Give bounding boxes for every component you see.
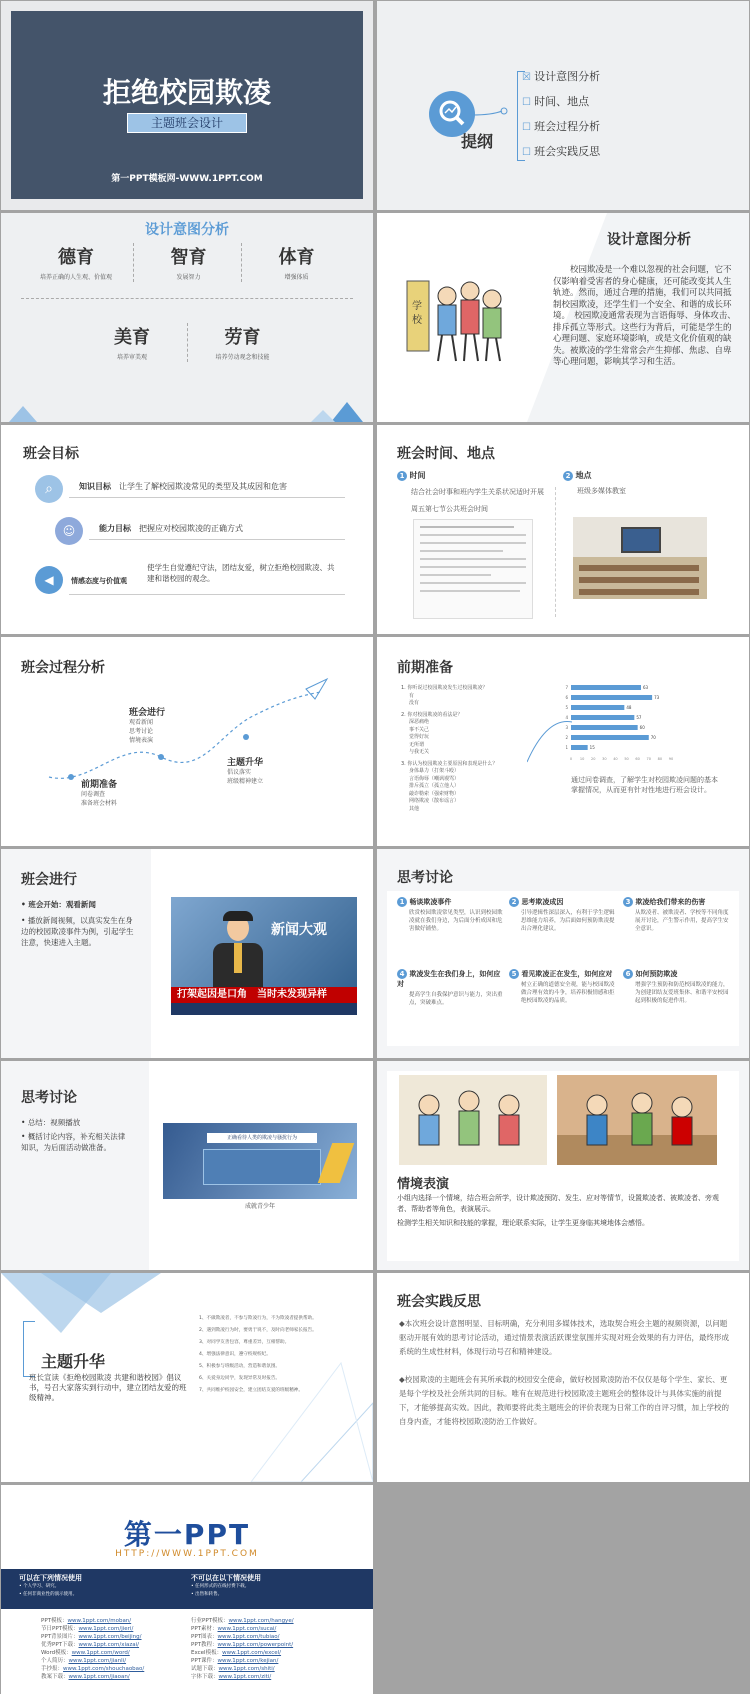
- decor-triangles: [1, 392, 373, 422]
- slide-preparation[interactable]: 前期准备 1. 你听说过校园欺凌发生过校园欺凌？ 有 没有 2. 你对校园欺凌的看法是？ 深恶痛绝 事不关己 觉得好玩 无所谓 与我无关 3. 你认为校园欺凌主要原因和表现是什么？ 身体暴力（打架斗殴） 言语侮辱（嘲讽谩骂） 排斥孤立（孤立他人） 敲诈勒索（强索财物） 网络欺凌（散布谣言） 其他 1 15 2 70 3 60 4 57 5 48 6 73 7 63 0 10 20 30 40 50 60 70 80 90 通过问卷调查，了解学生对校园欺凌问题的基本掌握情况，从而更有针对性地进行班会设计。: [377, 637, 749, 846]
- intent-cell: 劳育 培养劳动观念和技能: [187, 323, 297, 362]
- discussion-item: 4 欺凌发生在我们身上，如何应对 提高学生自我保护意识与能力，突出重点，突破难点。: [397, 970, 503, 1006]
- link-item[interactable]: PPT素材：www.1ppt.com/sucai/: [191, 1626, 277, 1632]
- bar-value-label: 15: [589, 745, 595, 750]
- cover-title: 拒绝校园欺凌: [102, 76, 271, 109]
- slide-design-intent-detail[interactable]: [377, 213, 749, 422]
- bar-category-label: 3: [565, 725, 568, 730]
- bar: [571, 725, 638, 730]
- links-left: [41, 1617, 144, 1681]
- slide-discussion[interactable]: [377, 849, 749, 1058]
- link-item[interactable]: 字体下载：www.1ppt.com/ziti/: [191, 1674, 272, 1680]
- outline-list: [522, 68, 600, 168]
- bar: [571, 705, 624, 710]
- goal-row: ◀ 情感态度与价值观 使学生自觉遵纪守法，团结友爱，树立拒绝校园欺凌、共建和谐校园的观念。: [35, 560, 345, 600]
- svg-text:学: 学: [412, 301, 422, 312]
- cover-subtitle: 主题班会设计: [127, 113, 247, 133]
- slide-title: 班会目标: [23, 446, 79, 462]
- bar: [571, 685, 641, 690]
- bar-category-label: 2: [565, 735, 568, 740]
- discussion-panel: [387, 891, 739, 1046]
- document-thumbnail: [413, 519, 533, 619]
- bar-category-label: 5: [565, 705, 568, 710]
- link-item[interactable]: 节日PPT模板：www.1ppt.com/jieri/: [41, 1626, 134, 1632]
- news-video[interactable]: 新闻大观 打架起因是口角 当时未发现异样: [171, 897, 357, 1015]
- stage: 前期准备 问卷调查 准备班会材料: [81, 780, 118, 807]
- questionnaire: 1. 你听说过校园欺凌发生过校园欺凌？ 有 没有 2. 你对校园欺凌的看法是？ 深恶痛绝 事不关己 觉得好玩 无所谓 与我无关 3. 你认为校园欺凌主要原因和表现是什么？ 身体暴力（打架斗殴） 言语侮辱（嘲讽谩骂） 排斥孤立（孤立他人） 敲诈勒索（强索财物） 网络欺凌（散布谣言） 其他: [401, 685, 498, 812]
- bar-category-label: 7: [565, 685, 568, 690]
- intent-cell: 美育 培养审美观: [114, 327, 150, 361]
- list-icon: ☐: [522, 97, 535, 108]
- video-frame[interactable]: [163, 1123, 357, 1199]
- link-item[interactable]: PPT背景图片：www.1ppt.com/beijing/: [41, 1634, 142, 1640]
- outline-label: 提纲: [461, 132, 494, 151]
- number-badge: 1: [397, 471, 407, 481]
- outline-connector: [472, 101, 512, 121]
- axis-tick-label: 30: [602, 757, 607, 761]
- link-item[interactable]: 试题下载：www.1ppt.com/shiti/: [191, 1666, 275, 1672]
- link-item[interactable]: 手抄报：www.1ppt.com/shouchaobao/: [41, 1666, 145, 1672]
- slide-process[interactable]: [1, 637, 373, 846]
- bar-category-label: 4: [565, 715, 568, 720]
- list-icon: ☒: [522, 72, 535, 83]
- link-item[interactable]: 优秀PPT下载：www.1ppt.com/xiazai/: [41, 1642, 140, 1648]
- slide-reflection[interactable]: 班会实践反思 ◆本次班会设计意图明显、目标明确，充分利用多媒体技术，选取契合班会主题的视频资源，以问题驱动开展有效的思考讨论活动，通过情景表演活跃课堂氛围并实现对班会效果的有力评估，最终形成系统的生成性材料，体现行动号召和精神建设。 ◆校园欺凌的主题班会有其所承载的校园安全使命，做好校园欺凌防治不仅仅是每个学生、家长、更是每个学校及社会所共同的目标。唯有在规范进行校园欺凌主题班会的整体设计与具体实施的前提下，才能够提高实效。因此，教师要将此类主题班会的评价表现为日常工作的自评习惯，加上学校的自身内查，才能将校园欺凌防治工作做好。: [377, 1273, 749, 1482]
- news-logo: 新闻大观: [271, 922, 327, 938]
- intent-cell: 德育 培养正确的人生观、价值观: [39, 247, 112, 281]
- bullying-illustration: [402, 261, 512, 371]
- intent-body: 校园欺凌是一个难以忽视的社会问题，它不仅影响着受害者的身心健康，还可能改变其人生轨迹。然而，通过合理的措施，我们可以共同抵制校园欺凌，还学生们一个安全、和谐的成长环境。 校园欺凌通常表现为言语侮辱、身体攻击、排斥孤立等形式。这些行为背后，可能是学生的心理问题、家庭环境影响，或是文化价值观的缺失。被欺凌的学生常常会产生抑郁、焦虑、自卑等心理问题，影响其学习和生活。: [553, 265, 736, 367]
- slide-title: 设计意图分析: [145, 222, 229, 238]
- outline-item[interactable]: ☐ 时间、地点: [522, 95, 590, 108]
- slide-title: 情境表演: [397, 1177, 450, 1192]
- cartoon-image: [557, 1075, 717, 1165]
- link-item[interactable]: PPT教程：www.1ppt.com/powerpoint/: [191, 1642, 294, 1648]
- link-item[interactable]: 教案下载：www.1ppt.com/jiaoan/: [41, 1674, 130, 1680]
- discussion-item: 2 思考欺凌成因 引导逻辑性深层深入，有利于学生逻辑思维能力培养，为后面如何预防欺凌提出合理化建议。: [509, 897, 617, 933]
- slide-design-intent[interactable]: [1, 213, 373, 422]
- survey-bar-chart: [559, 681, 679, 771]
- axis-tick-label: 50: [624, 757, 629, 761]
- axis-tick-label: 60: [635, 757, 640, 761]
- bar: [571, 695, 652, 700]
- axis-tick-label: 10: [579, 757, 585, 761]
- bar-value-label: 70: [650, 735, 656, 740]
- cover-panel: [11, 11, 363, 199]
- bar-category-label: 1: [565, 745, 568, 750]
- slide-time-place[interactable]: 班会时间、地点 1 时间 结合社会时事和班内学生关系状况适时开展 周五第七节公共班会时间 2 地点 班级多媒体教室: [377, 425, 749, 634]
- link-item[interactable]: PPT模板：www.1ppt.com/moban/: [41, 1618, 132, 1624]
- proposal-list: 1、不做欺凌者，不参与欺凌行为，不为欺凌者提供帮助。 2、遇到欺凌行为时，要勇于说不，及时向老师家长报告。 3、对同学友善包容，尊重差异，互相帮助。 4、增强法律意识，遵守校规校纪。 5、积极参与班级活动，营造和谐氛围。 6、关爱身边同学，发现异常及时报告。 7、共同维护校园安全，建立团结友爱的班级精神。: [199, 1316, 317, 1393]
- link-item[interactable]: PPT课件：www.1ppt.com/kejian/: [191, 1658, 279, 1664]
- intent-cell: 体育 增强体质: [241, 243, 351, 282]
- bar-value-label: 48: [626, 705, 632, 710]
- bar-value-label: 63: [643, 685, 649, 690]
- bar-value-label: 73: [654, 695, 660, 700]
- axis-tick-label: 20: [590, 757, 596, 761]
- brand-url: HTTP://WWW.1PPT.COM: [115, 1549, 259, 1559]
- slide-cover[interactable]: [1, 1, 373, 210]
- list-icon: ☐: [522, 147, 535, 158]
- slide-title: 思考讨论: [21, 1090, 77, 1106]
- bar: [571, 735, 649, 740]
- link-item[interactable]: Word模板：www.1ppt.com/word/: [41, 1650, 130, 1656]
- usage-band: 可以在下列情况使用 • 个人学习、研究。 • 任何非商业性的演示使用。 不可以在以下情况使用 • 任何形式的在线付费下载。 • 出售和转售。: [1, 1569, 373, 1609]
- intent-divider: [21, 298, 353, 299]
- slide-title: 班会过程分析: [21, 660, 105, 676]
- link-item[interactable]: Excel模板：www.1ppt.com/excel/: [191, 1650, 282, 1656]
- video-title: 正确看待人类的欺凌与骚扰行为: [207, 1133, 317, 1143]
- svg-text:校: 校: [412, 315, 422, 326]
- intent-cell: 智育 发展智力: [133, 243, 243, 282]
- news-anchor: [213, 911, 263, 987]
- bar-value-label: 60: [639, 725, 645, 730]
- speaker-icon: ◀: [35, 566, 63, 594]
- bar-value-label: 57: [636, 715, 642, 720]
- slide-title: 班会实践反思: [397, 1294, 481, 1310]
- people-icon: ☺: [55, 517, 83, 545]
- discussion-item: 3 欺凌给我们带来的伤害 从欺凌者、被欺凌者、学校等不同角度展开讨论，产生警示作用，提高学生安全意识。: [623, 897, 731, 933]
- link-item[interactable]: PPT图表：www.1ppt.com/tubiao/: [191, 1634, 280, 1640]
- slide-goals[interactable]: [1, 425, 373, 634]
- goal-row: ☺ 能力目标 把握应对校园欺凌的正确方式: [55, 517, 345, 547]
- outline-item[interactable]: ☐ 班会实践反思: [522, 145, 601, 158]
- list-icon: ☐: [522, 122, 535, 133]
- slide-title: 前期准备: [397, 660, 453, 676]
- bar-category-label: 6: [565, 695, 568, 700]
- process-path: [1, 637, 373, 846]
- stage: 班会进行 观看新闻 思考讨论 情境表演: [129, 708, 166, 744]
- axis-tick-label: 40: [613, 757, 618, 761]
- number-badge: 2: [563, 471, 573, 481]
- slide-role-play[interactable]: 情境表演 小组内选择一个情境，结合班会所学，设计欺凌预防、发生、应对等情节，设置欺凌者、被欺凌者、旁观者、帮助者等角色，表演展示。 检测学生相关知识和技能的掌握，理论联系实际，让学生更身临其境地体会感悟。: [377, 1061, 749, 1270]
- search-icon: ⌕: [35, 475, 63, 503]
- bar: [571, 715, 634, 720]
- bar: [571, 745, 588, 750]
- slide-theme-elevation[interactable]: 主题升华 班长宣读《拒绝校园欺凌 共建和谐校园》倡议书，号召大家落实到行动中，建立团结友爱的班级精神。 1、不做欺凌者，不参与欺凌行为，不为欺凌者提供帮助。 2、遇到欺凌行为时，要勇于说不，及时向老师家长报告。 3、对同学友善包容，尊重差异，互相帮助。 4、增强法律意识，遵守校规校纪。 5、积极参与班级活动，营造和谐氛围。 6、关爱身边同学，发现异常及时报告。 7、共同维护校园安全，建立团结友爱的班级精神。: [1, 1273, 373, 1482]
- slide-class-in-progress[interactable]: 班会进行 • 班会开始：观看新闻 • 播放新闻视频，以真实发生在身边的校园欺凌事件为例，引起学生注意，快速进入主题。 新闻大观 打架起因是口角 当时未发现异样: [1, 849, 373, 1058]
- discussion-item: 1 畅谈欺凌事件 欣赏校园欺凌常见类型，认识到校园欺凌就在我们身边，为后面分析成因和危害做好铺垫。: [397, 897, 505, 933]
- slide-outline[interactable]: [377, 1, 749, 210]
- slide-title: 思考讨论: [397, 870, 453, 886]
- link-item[interactable]: 个人简历：www.1ppt.com/jianli/: [41, 1658, 127, 1664]
- slide-title: 主题升华: [41, 1352, 106, 1371]
- slide-discussion-video[interactable]: 思考讨论 • 总结：视频播放 • 概括讨论内容，补充相关法律知识，为后面活动做准备。 正确看待人类的欺凌与骚扰行为 成就青少年: [1, 1061, 373, 1270]
- stage: 主题升华 倡议落实 班级精神建立: [227, 758, 264, 785]
- brand-logo: 第一PPT: [123, 1518, 251, 1551]
- slide-title: 班会时间、地点: [397, 446, 495, 462]
- axis-tick-label: 90: [668, 757, 674, 761]
- cartoon-image: [399, 1075, 547, 1165]
- discussion-item: 5 看见欺凌正在发生，如何应对 树立正确的道德安全观，能与校园欺凌做合理有效的斗争，培养积极情感和拒绝校园欺凌的品质。: [509, 969, 617, 1005]
- links-right: [191, 1617, 294, 1681]
- slide-title: 班会进行: [21, 872, 77, 888]
- discussion-item: 6 如何预防欺凌 增强学生预防和防范校园欺凌的能力，为创建团结友爱班集体、和谐平安校园起到积极的促进作用。: [623, 969, 731, 1005]
- video-caption: 成就青少年: [244, 1203, 275, 1210]
- outline-item[interactable]: ☐ 班会过程分析: [522, 120, 601, 133]
- slide-credits[interactable]: [1, 1485, 373, 1694]
- axis-tick-label: 80: [657, 757, 663, 761]
- classroom-photo: [573, 517, 707, 599]
- axis-tick-label: 70: [646, 757, 652, 761]
- link-item[interactable]: 行业PPT模板：www.1ppt.com/hangye/: [191, 1618, 294, 1624]
- slide-title: 设计意图分析: [607, 232, 691, 248]
- outline-item[interactable]: ☒ 设计意图分析: [522, 70, 601, 83]
- cover-footer: 第一PPT模板网-WWW.1PPT.COM: [111, 174, 263, 184]
- axis-tick-label: 0: [569, 757, 573, 761]
- goal-row: ⌕ 知识目标 让学生了解校园欺凌常见的类型及其成因和危害: [35, 475, 345, 505]
